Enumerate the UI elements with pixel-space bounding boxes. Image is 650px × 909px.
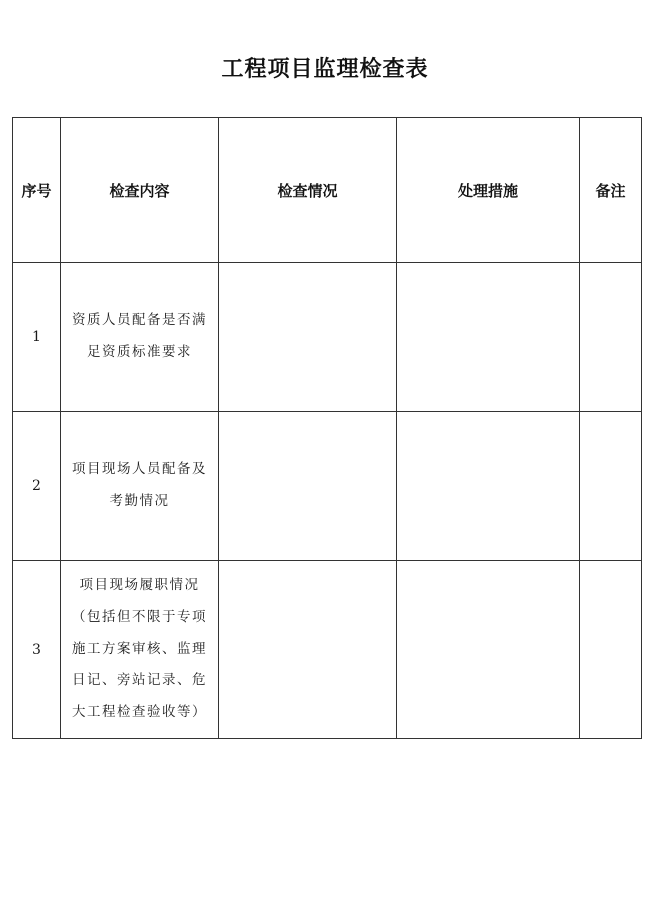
row-content-cell	[61, 412, 219, 561]
row-remarks-cell	[580, 561, 642, 739]
table-row	[13, 561, 642, 739]
table-header-row	[13, 118, 642, 263]
row-measures-cell	[397, 561, 580, 739]
row-measures-cell	[397, 412, 580, 561]
header-seq: 序号	[13, 118, 61, 263]
row-content-cell	[61, 561, 219, 739]
header-remarks: 备注	[580, 118, 642, 263]
header-check-status: 检查情况	[219, 118, 397, 263]
row-content-text: 项目现场履职情况 （包括但不限于专项 施工方案审核、监理 日记、旁站记录、危 大工程检查验收等）	[72, 577, 207, 721]
row-status-cell	[219, 561, 397, 739]
row-seq-cell: 2	[13, 412, 61, 561]
row-seq-cell: 3	[13, 561, 61, 739]
table-row	[13, 412, 642, 561]
row-content-text: 资质人员配备是否满 足资质标准要求	[72, 312, 207, 360]
row-status-cell	[219, 412, 397, 561]
table-row	[13, 263, 642, 412]
row-content-cell	[61, 263, 219, 412]
row-status-cell	[219, 263, 397, 412]
page-title: 工程项目监理检查表	[221, 56, 429, 82]
row-measures-cell	[397, 263, 580, 412]
row-content-text: 项目现场人员配备及 考勤情况	[72, 461, 207, 509]
inspection-table	[12, 117, 642, 739]
header-measures: 处理措施	[397, 118, 580, 263]
header-check-content: 检查内容	[61, 118, 219, 263]
row-remarks-cell	[580, 412, 642, 561]
row-remarks-cell	[580, 263, 642, 412]
row-seq-cell: 1	[13, 263, 61, 412]
